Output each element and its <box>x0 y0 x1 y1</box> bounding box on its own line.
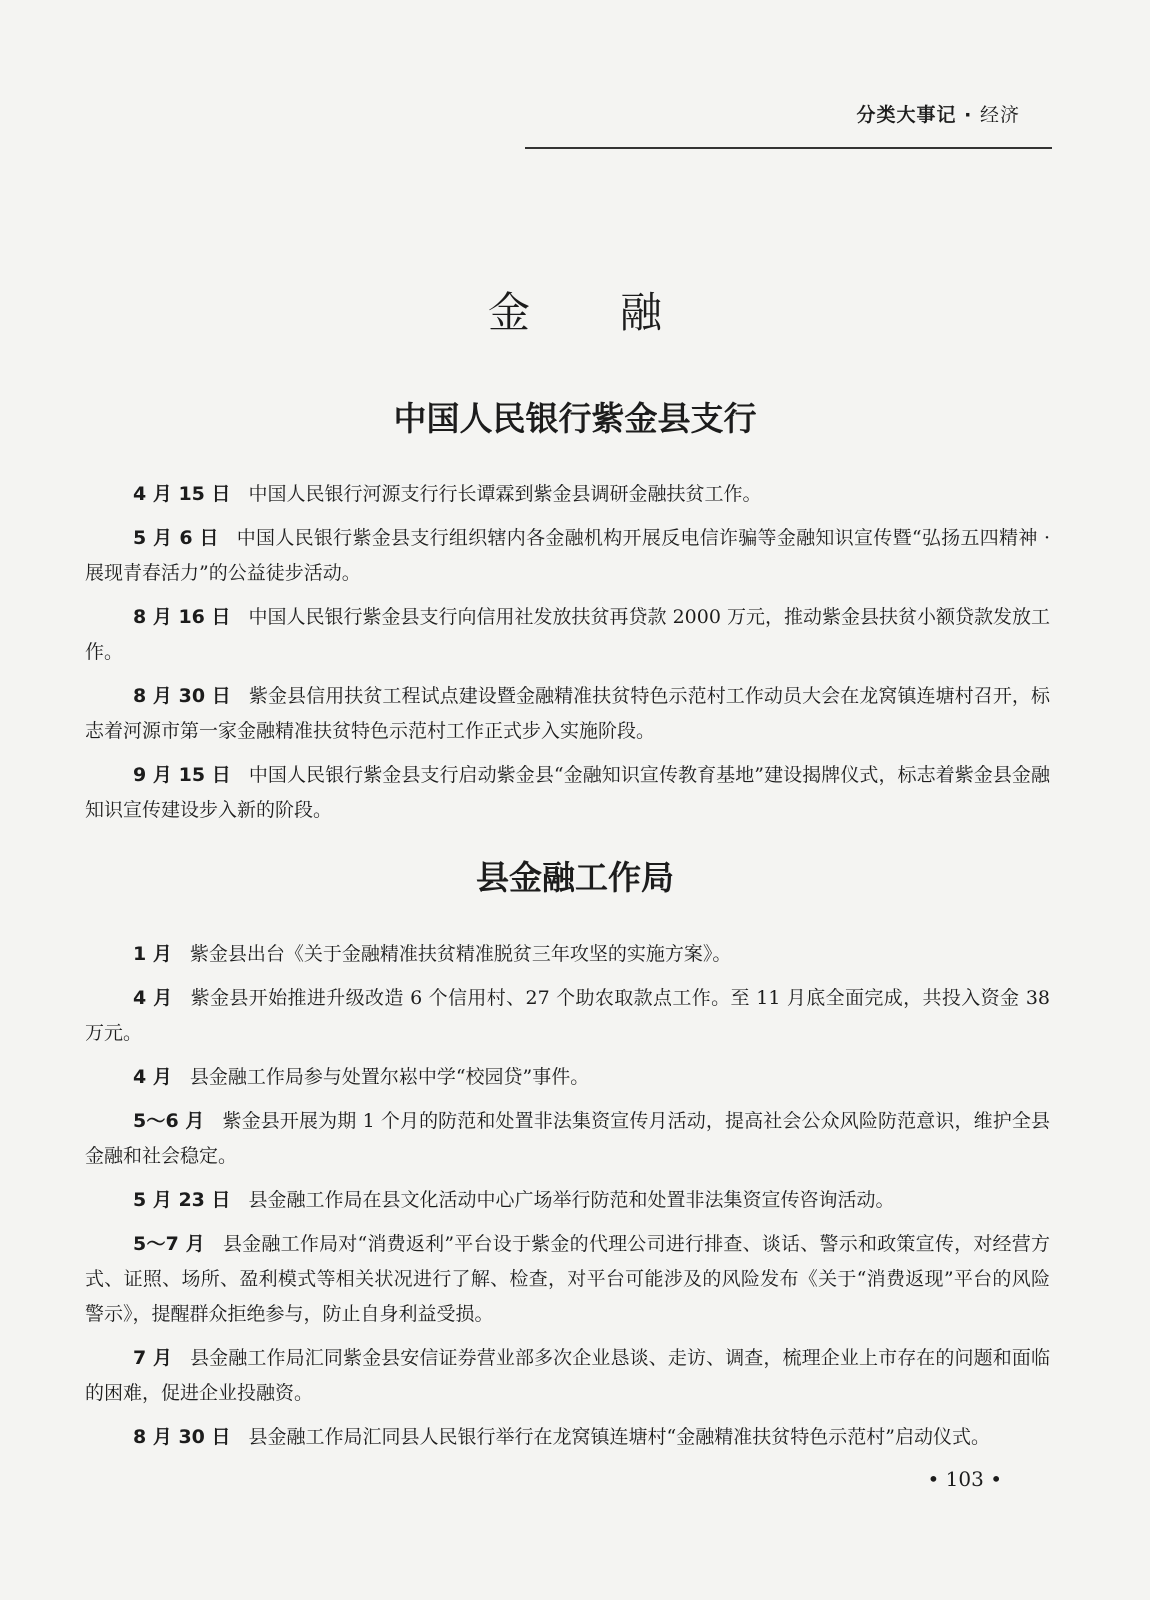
entry-list-finance-bureau <box>85 937 1050 1464</box>
entry-date: 7 月 <box>133 1347 173 1369</box>
chronicle-entry <box>85 981 1050 1051</box>
entry-text: 县金融工作局参与处置尔崧中学“校园贷”事件。 <box>189 1066 590 1088</box>
chronicle-entry <box>85 1183 1050 1218</box>
chronicle-entry <box>85 600 1050 670</box>
subsection-title-finance-bureau: 县金融工作局 <box>476 858 674 897</box>
entry-text: 县金融工作局对“消费返利”平台设于紫金的代理公司进行排查、谈话、警示和政策宣传，对经营方式、证照、场所、盈利模式等相关状况进行了解、检查，对平台可能涉及的风险发布《关于“消费返现”平台的风险警示》，提醒群众拒绝参与，防止自身利益受损。 <box>85 1233 1050 1325</box>
entry-date: 5～6 月 <box>133 1110 205 1132</box>
entry-text: 紫金县开展为期 1 个月的防范和处置非法集资宣传月活动，提高社会公众风险防范意识，维护全县金融和社会稳定。 <box>85 1110 1050 1167</box>
chronicle-entry <box>85 1420 1050 1455</box>
entry-date: 4 月 <box>133 1066 172 1088</box>
entry-date: 4 月 <box>133 987 173 1009</box>
entry-text: 紫金县出台《关于金融精准扶贫精准脱贫三年攻坚的实施方案》。 <box>189 943 732 965</box>
chronicle-entry <box>85 758 1050 828</box>
entry-text: 中国人民银行紫金县支行向信用社发放扶贫再贷款 2000 万元，推动紫金县扶贫小额贷款发放工作。 <box>85 606 1050 663</box>
entry-date: 1 月 <box>133 943 172 965</box>
chronicle-entry <box>85 679 1050 749</box>
entry-date: 5 月 6 日 <box>133 527 219 549</box>
entry-text: 中国人民银行紫金县支行组织辖内各金融机构开展反电信诈骗等金融知识宣传暨“弘扬五四精神 · 展现青春活力”的公益徒步活动。 <box>85 527 1050 584</box>
entry-date: 8 月 30 日 <box>133 1426 231 1448</box>
subsection-title-pboc: 中国人民银行紫金县支行 <box>393 399 757 438</box>
page-number: • 103 • <box>927 1467 1002 1491</box>
entry-date: 8 月 30 日 <box>133 685 231 707</box>
entry-text: 中国人民银行紫金县支行启动紫金县“金融知识宣传教育基地”建设揭牌仪式，标志着紫金县金融知识宣传建设步入新的阶段。 <box>85 764 1050 821</box>
entry-date: 9 月 15 日 <box>133 764 231 786</box>
entry-date: 4 月 15 日 <box>133 483 231 505</box>
entry-text: 紫金县开始推进升级改造 6 个信用村、27 个助农取款点工作。至 11 月底全面完成，共投入资金 38 万元。 <box>85 987 1050 1044</box>
entry-text: 县金融工作局汇同紫金县安信证券营业部多次企业恳谈、走访、调查，梳理企业上市存在的问题和面临的困难，促进企业投融资。 <box>85 1347 1050 1404</box>
header-separator: · <box>956 104 980 126</box>
entry-date: 8 月 16 日 <box>133 606 231 628</box>
running-header <box>857 100 1020 127</box>
header-subcategory: 经济 <box>979 104 1020 126</box>
header-rule <box>525 147 1052 149</box>
chronicle-entry <box>85 937 1050 972</box>
chronicle-entry <box>85 1060 1050 1095</box>
entry-text: 紫金县信用扶贫工程试点建设暨金融精准扶贫特色示范村工作动员大会在龙窝镇连塘村召开，标志着河源市第一家金融精准扶贫特色示范村工作正式步入实施阶段。 <box>85 685 1050 742</box>
chronicle-entry <box>85 1104 1050 1174</box>
entry-list-pboc <box>85 477 1050 837</box>
chronicle-entry <box>85 521 1050 591</box>
entry-date: 5～7 月 <box>133 1233 205 1255</box>
entry-date: 5 月 23 日 <box>133 1189 231 1211</box>
section-title: 金融 <box>487 288 752 337</box>
chronicle-entry <box>85 477 1050 512</box>
chronicle-entry <box>85 1341 1050 1411</box>
header-category: 分类大事记 <box>856 104 957 126</box>
entry-text: 县金融工作局汇同县人民银行举行在龙窝镇连塘村“金融精准扶贫特色示范村”启动仪式。 <box>248 1426 990 1448</box>
entry-text: 中国人民银行河源支行行长谭霖到紫金县调研金融扶贫工作。 <box>248 483 762 505</box>
chronicle-entry <box>85 1227 1050 1332</box>
entry-text: 县金融工作局在县文化活动中心广场举行防范和处置非法集资宣传咨询活动。 <box>248 1189 895 1211</box>
